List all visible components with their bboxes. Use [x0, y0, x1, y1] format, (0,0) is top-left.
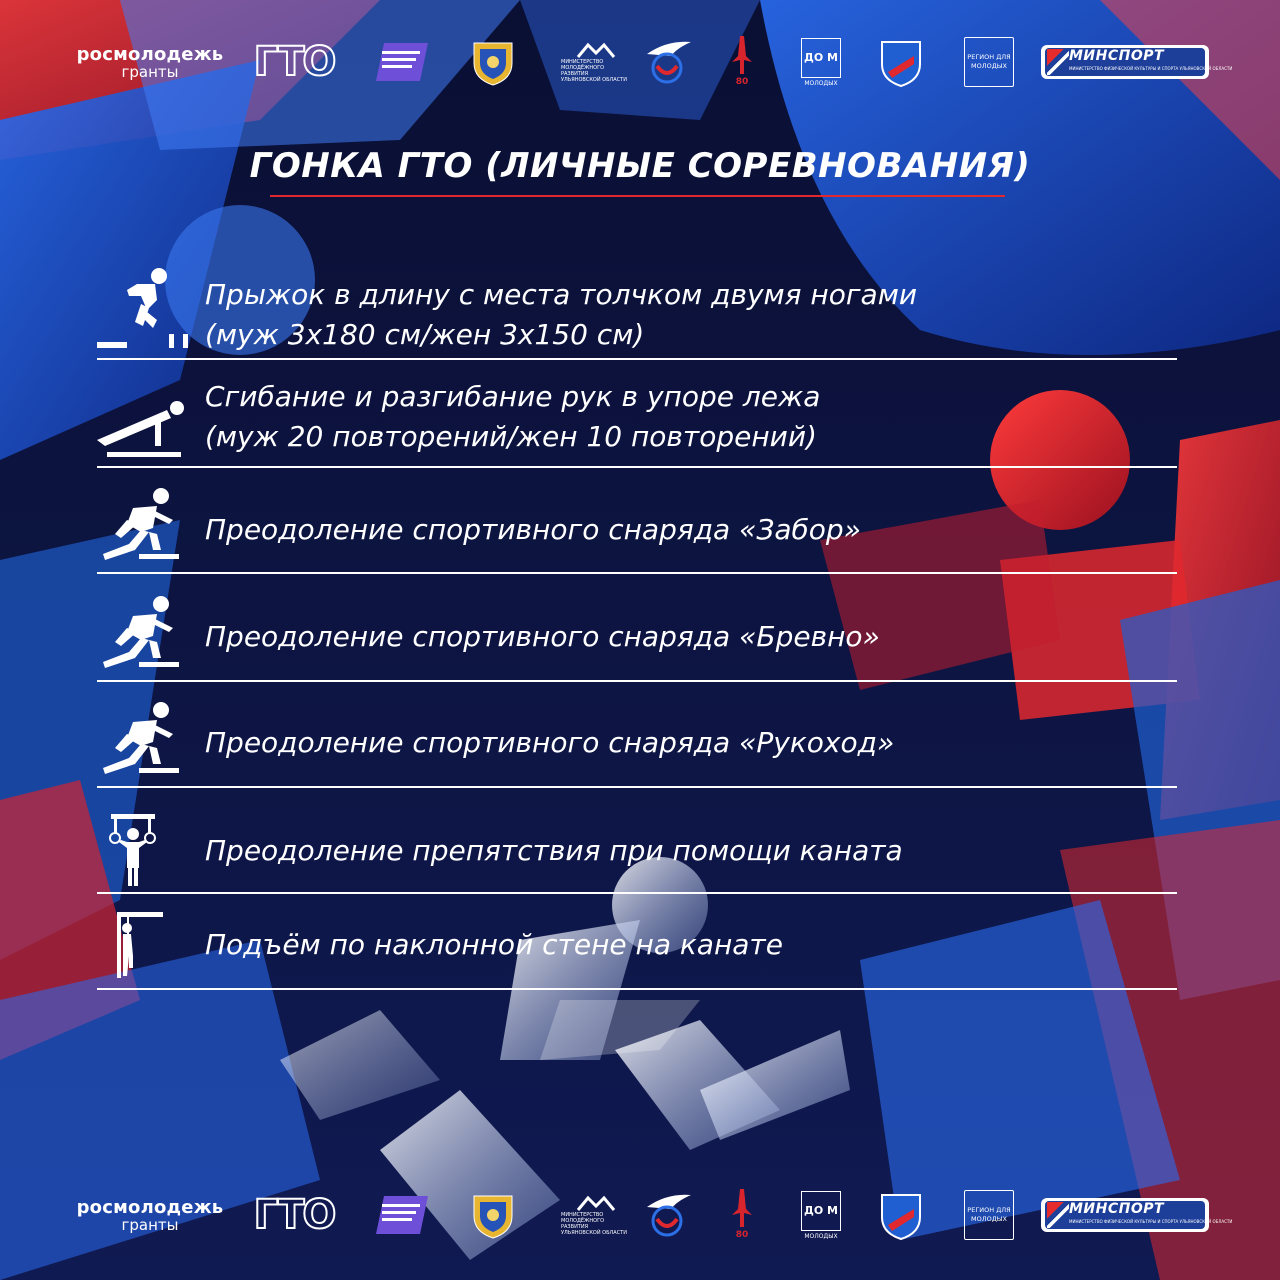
rosmolodezh-grants: гранты: [121, 1215, 179, 1234]
ministry-chevron-icon: [576, 41, 616, 59]
push-up-icon: [97, 390, 187, 460]
divider: [97, 680, 1177, 682]
event-title: Преодоление спортивного снаряда «Рукоход»: [205, 726, 895, 759]
gto-logo: [253, 1175, 335, 1255]
region-text: РЕГИОН ДЛЯ МОЛОДЫХ: [964, 37, 1014, 87]
divider: [97, 988, 1177, 990]
minsport-subtitle: МИНИСТЕРСТВО ФИЗИЧЕСКОЙ КУЛЬТУРЫ И СПОРТА УЛЬЯНОВСКОЙ ОБЛАСТИ: [1069, 66, 1233, 71]
ministry-name: МИНИСТЕРСТВО МОЛОДЁЖНОГО РАЗВИТИЯ: [561, 1212, 605, 1230]
event-title: Прыжок в длину с места толчком двумя ногами: [205, 278, 918, 311]
event-title: Подъём по наклонной стене на канате: [205, 928, 783, 961]
dom-molodykh-logo: [798, 22, 844, 102]
runner-hurdle-icon: [97, 702, 183, 778]
rosmolodezh-grants: гранты: [121, 62, 179, 81]
svg-text:80: 80: [735, 77, 749, 87]
dom-box: ДО М: [801, 1191, 841, 1231]
divider: [97, 892, 1177, 894]
victory-monument-icon: [722, 1187, 762, 1243]
victory-monument-icon: [722, 34, 762, 90]
national-projects-logo: [372, 1175, 432, 1255]
partner-logos-bottom: [0, 1175, 1280, 1255]
page-title: ГОНКА ГТО (ЛИЧНЫЕ СОРЕВНОВАНИЯ): [249, 146, 1031, 186]
event-title: Сгибание и разгибание рук в упоре лежа: [205, 380, 821, 413]
runner-hurdle-icon: [97, 488, 183, 564]
rosmolodezh-logo: [60, 22, 240, 102]
coat-of-arms-icon: [470, 37, 516, 87]
ministry-name: МИНИСТЕРСТВО МОЛОДЁЖНОГО РАЗВИТИЯ: [561, 59, 605, 77]
national-projects-emblem-icon: [374, 37, 430, 87]
ministry-youth-logo: [556, 22, 636, 102]
gto-logo-text: ГТО: [253, 1192, 335, 1238]
wall-climb-icon: [97, 910, 167, 980]
minsport-stripes-icon: [1047, 49, 1069, 75]
divider: [97, 466, 1177, 468]
minsport-stripes-icon: [1047, 1202, 1069, 1228]
victory-80-logo: [720, 1175, 764, 1255]
dom-box: ДО М: [801, 38, 841, 78]
ministry-region: УЛЬЯНОВСКОЙ ОБЛАСТИ: [561, 1230, 627, 1236]
coat-of-arms-icon: [470, 1190, 516, 1240]
coat-of-arms-logo: [468, 22, 518, 102]
sport-emblem-logo: [640, 1175, 696, 1255]
dom-molodykh-logo: [798, 1175, 844, 1255]
national-projects-emblem-icon: [374, 1190, 430, 1240]
minsport-logo: [1040, 22, 1233, 102]
victory-80-logo: [720, 22, 764, 102]
gto-shield-icon: [878, 1189, 924, 1241]
dom-caption: МОЛОДЫХ: [804, 79, 838, 87]
long-jump-icon: [97, 268, 197, 356]
national-projects-logo: [372, 22, 432, 102]
gto-logo: [253, 22, 335, 102]
event-norm: (муж 20 повторений/жен 10 повторений): [205, 420, 817, 453]
divider: [97, 572, 1177, 574]
minsport-name: МИНСПОРТ: [1069, 1201, 1165, 1217]
gto-shield-icon: [878, 36, 924, 88]
gto-logo-text: ГТО: [253, 39, 335, 85]
dom-caption: МОЛОДЫХ: [804, 1232, 838, 1240]
rosmolodezh-logo: [60, 1175, 240, 1255]
rosmolodezh-name: росмолодежь: [76, 1196, 224, 1218]
svg-text:80: 80: [735, 1230, 749, 1240]
gto-badge-logo: [876, 22, 926, 102]
sport-emblem-logo: [640, 22, 696, 102]
event-norm: (муж 3х180 см/жен 3х150 см): [205, 318, 645, 351]
divider: [97, 358, 1177, 360]
gto-badge-logo: [876, 1175, 926, 1255]
ministry-region: УЛЬЯНОВСКОЙ ОБЛАСТИ: [561, 77, 627, 83]
eagle-emblem-icon: [641, 1189, 695, 1241]
rings-hang-icon: [97, 812, 157, 890]
minsport-subtitle: МИНИСТЕРСТВО ФИЗИЧЕСКОЙ КУЛЬТУРЫ И СПОРТА УЛЬЯНОВСКОЙ ОБЛАСТИ: [1069, 1219, 1233, 1224]
coat-of-arms-logo: [468, 1175, 518, 1255]
event-title: Преодоление спортивного снаряда «Забор»: [205, 513, 861, 546]
event-title: Преодоление спортивного снаряда «Бревно»: [205, 620, 880, 653]
eagle-emblem-icon: [641, 36, 695, 88]
region-youth-logo: [962, 1175, 1016, 1255]
ministry-youth-logo: [556, 1175, 636, 1255]
title-underline: [270, 195, 1005, 197]
region-text: РЕГИОН ДЛЯ МОЛОДЫХ: [964, 1190, 1014, 1240]
partner-logos-top: [0, 22, 1280, 102]
minsport-name: МИНСПОРТ: [1069, 48, 1165, 64]
minsport-logo: [1040, 1175, 1233, 1255]
ministry-chevron-icon: [576, 1194, 616, 1212]
region-youth-logo: [962, 22, 1016, 102]
divider: [97, 786, 1177, 788]
rosmolodezh-name: росмолодежь: [76, 43, 224, 65]
event-title: Преодоление препятствия при помощи каната: [205, 834, 903, 867]
runner-hurdle-icon: [97, 596, 183, 672]
